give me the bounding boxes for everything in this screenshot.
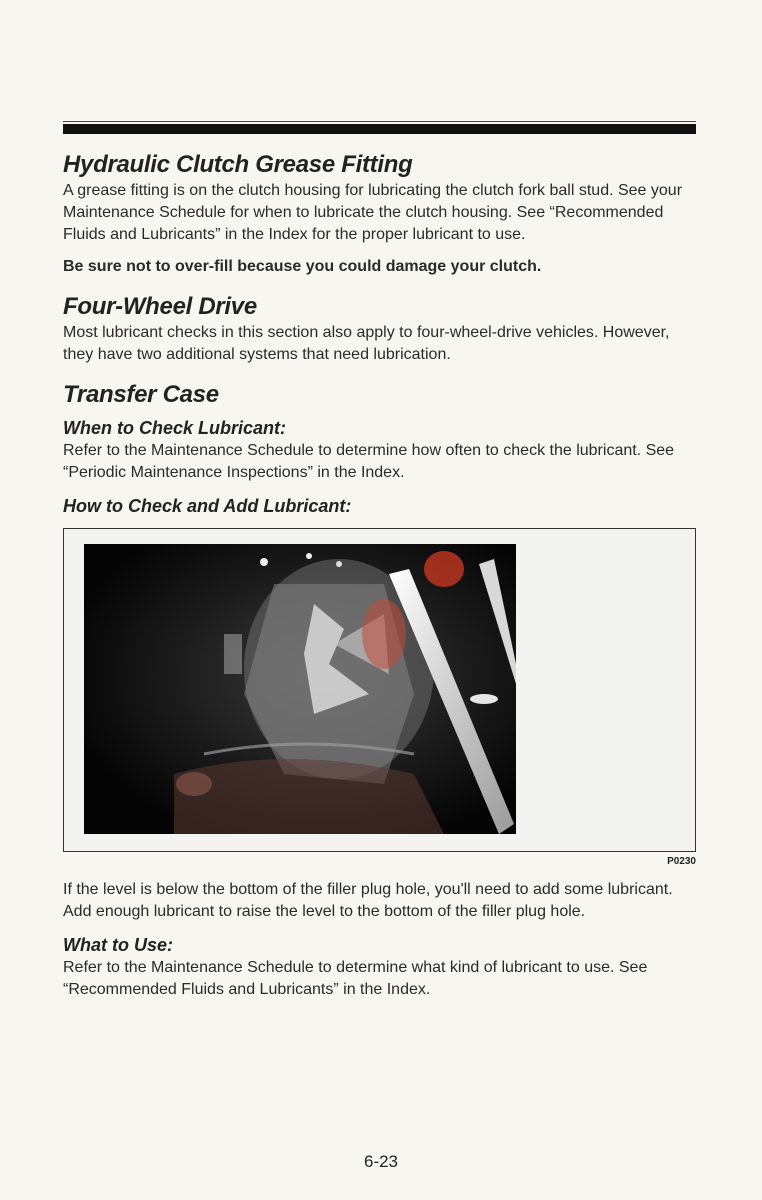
transfer-case-figure (63, 528, 696, 852)
section-title-transfer: Transfer Case (63, 381, 219, 408)
header-rule-thin (63, 121, 696, 122)
figure-id: P0230 (667, 856, 696, 867)
transfer-case-photo (84, 544, 516, 834)
how-heading: How to Check and Add Lubricant: (63, 496, 352, 516)
clutch-warning: Be sure not to over-fill because you could damage your clutch. (63, 258, 542, 275)
what-body: Refer to the Maintenance Schedule to determine what kind of lubricant to use. See “Recommended Fluids and Lubricants” in the Index. (63, 959, 648, 998)
after-figure-body: If the level is below the bottom of the filler plug hole, you'll need to add some lubricant. Add enough lubricant to raise the level to the bottom of the filler plug hole. (63, 881, 673, 920)
section-title-four-wheel: Four-Wheel Drive (63, 293, 257, 320)
section-title-clutch: Hydraulic Clutch Grease Fitting (63, 151, 413, 178)
page-content (63, 150, 696, 1001)
clutch-body: A grease fitting is on the clutch housing for lubricating the clutch fork ball stud. See your Maintenance Schedule for when to lubricate the clutch housing. See “Recommended Fluids and Lubricants” in the Index for the proper lubricant to use. (63, 182, 683, 243)
what-heading: What to Use: (63, 935, 173, 955)
header-rule (63, 124, 696, 134)
page-number: 6-23 (363, 1152, 399, 1171)
when-body: Refer to the Maintenance Schedule to determine how often to check the lubricant. See “Periodic Maintenance Inspections” in the Index. (63, 442, 675, 481)
when-heading: When to Check Lubricant: (63, 418, 287, 438)
transfer-case-photo-illustration (84, 544, 516, 834)
four-wheel-body: Most lubricant checks in this section also apply to four-wheel-drive vehicles. However, they have two additional systems that need lubrication. (63, 324, 670, 363)
